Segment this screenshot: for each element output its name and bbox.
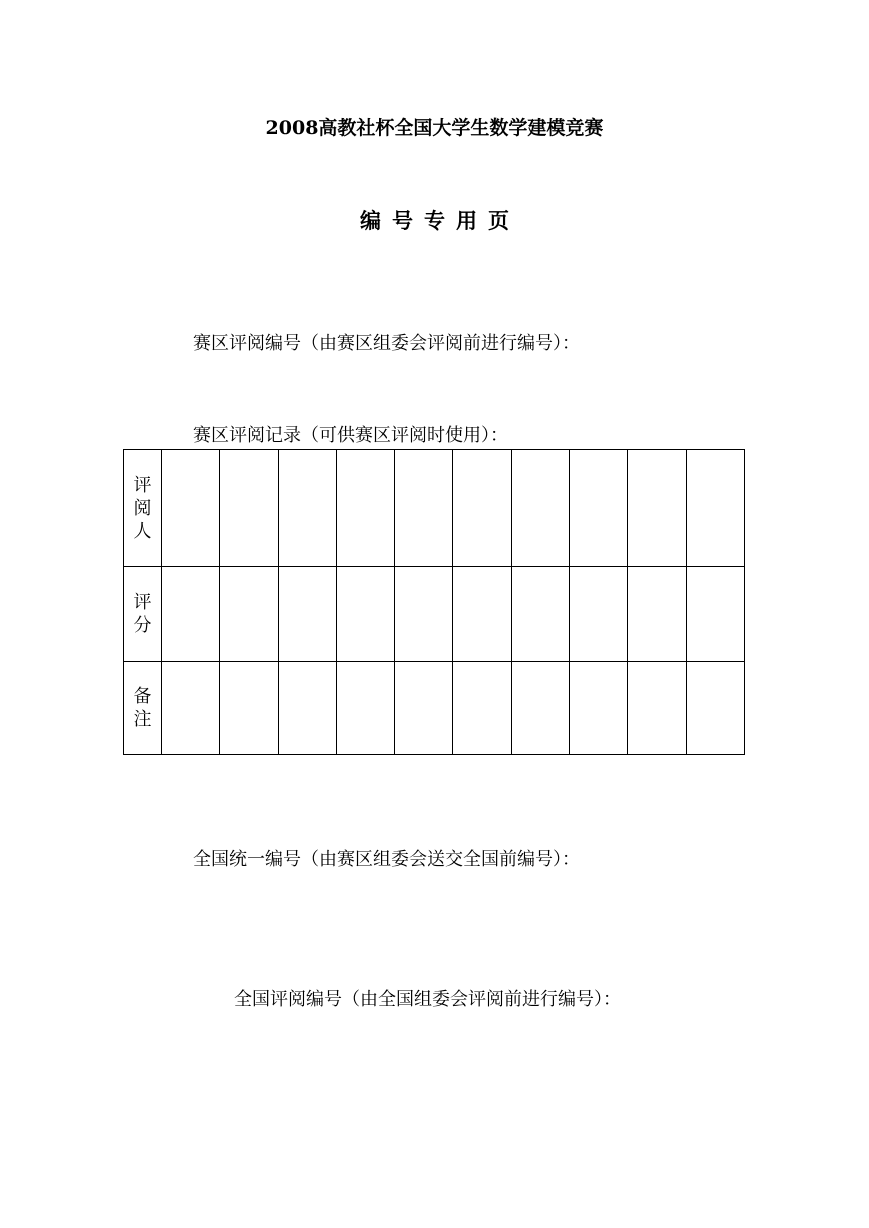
national-unified-number-label: 全国统一编号（由赛区组委会送交全国前编号）： [193,849,580,870]
table-cell [628,662,686,755]
table-cell [336,567,394,662]
table-cell [511,450,569,567]
table-cell [395,567,453,662]
review-record-table [123,449,745,755]
table-cell [278,662,336,755]
table-cell [511,662,569,755]
table-cell [278,450,336,567]
table-cell [220,567,278,662]
table-cell [628,450,686,567]
table-cell [220,450,278,567]
page-heading: 编号专用页 [360,208,520,233]
table-cell [453,662,511,755]
row-label-char: 阅 [133,497,152,519]
table-cell [686,662,744,755]
table-cell [453,567,511,662]
table-cell [162,662,220,755]
table-cell [686,567,744,662]
table-cell [628,567,686,662]
table-row-remark [124,662,745,755]
table-row-score [124,567,745,662]
row-label-char: 评 [133,474,152,496]
row-label-char: 注 [133,709,152,730]
row-label-score [124,567,162,662]
table-cell [162,450,220,567]
table-cell [395,450,453,567]
table-cell [162,567,220,662]
division-review-number-label: 赛区评阅编号（由赛区组委会评阅前进行编号）： [193,333,580,354]
row-label-char: 人 [133,520,152,542]
document-title: 2008高教社杯全国大学生数学建模竞赛 [265,117,604,139]
row-label-char: 备 [133,686,152,707]
table-cell [686,450,744,567]
row-label-char: 评 [133,592,152,613]
table-cell [570,662,628,755]
table-cell [453,450,511,567]
table-cell [220,662,278,755]
row-label-remark [124,662,162,755]
national-review-number-label: 全国评阅编号（由全国组委会评阅前进行编号）： [234,989,621,1010]
table-row-reviewer [124,450,745,567]
row-label-char: 分 [133,615,152,636]
table-cell [336,662,394,755]
table-cell [511,567,569,662]
table-cell [570,450,628,567]
table-cell [395,662,453,755]
division-review-record-label: 赛区评阅记录（可供赛区评阅时使用）： [193,425,508,446]
row-label-reviewer [124,450,162,567]
table-cell [278,567,336,662]
table-cell [336,450,394,567]
table-cell [570,567,628,662]
